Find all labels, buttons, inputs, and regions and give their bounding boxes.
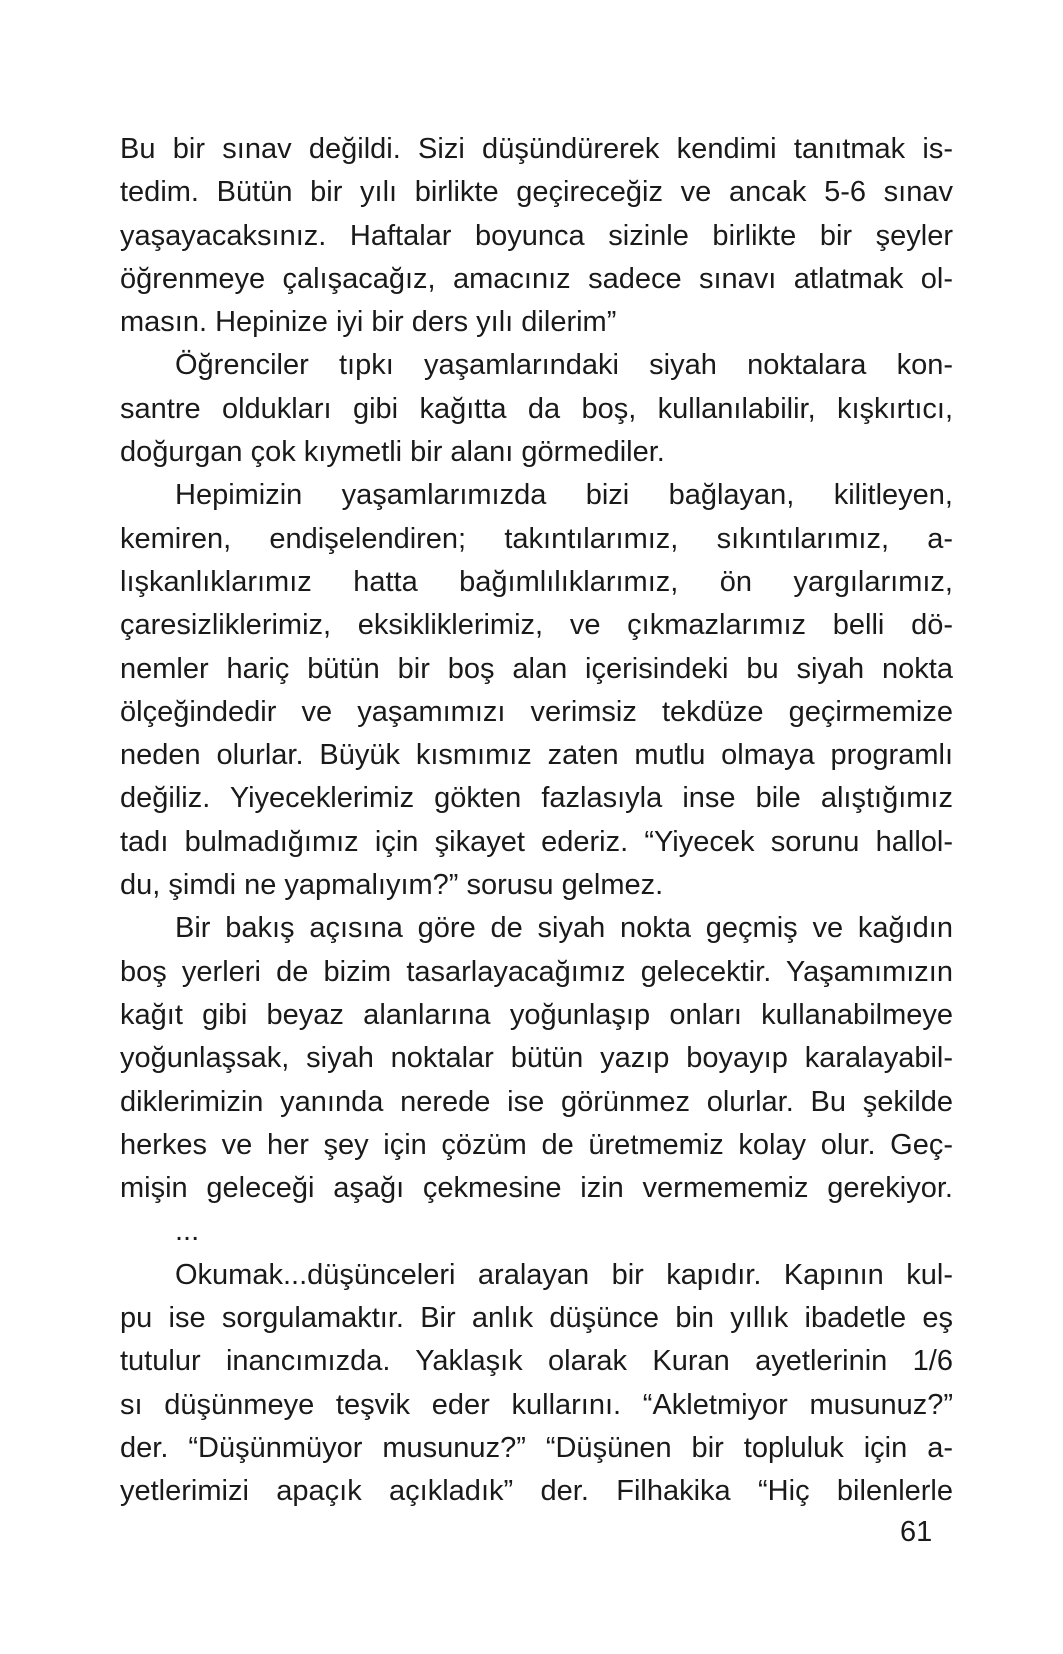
text-line: nemler hariç bütün bir boş alan içerisindeki bu siyah nokta xyxy=(120,652,953,685)
text-line: tadı bulmadığımız için şikayet ederiz. “Yiyecek sorunu hallol- xyxy=(120,825,953,858)
text-line: pu ise sorgulamaktır. Bir anlık düşünce bin yıllık ibadetle eş xyxy=(120,1302,953,1335)
text-line: doğurgan çok kıymetli bir alanı görmediler. xyxy=(120,436,665,469)
text-line: lışkanlıklarımız hatta bağımlılıklarımız, ön yargılarımız, xyxy=(120,565,953,598)
text-line: Bu bir sınav değildi. Sizi düşündürerek kendimi tanıtmak is- xyxy=(120,133,953,165)
text-line: yaşayacaksınız. Haftalar boyunca sizinle birlikte bir şeyler xyxy=(120,219,953,252)
text-line: boş yerleri de bizim tasarlayacağımız gelecektir. Yaşamımızın xyxy=(120,955,953,988)
text-line: tedim. Bütün bir yılı birlikte geçireceğiz ve ancak 5-6 sınav xyxy=(120,176,953,209)
text-line: Okumak...düşünceleri aralayan bir kapıdır. Kapının kul- xyxy=(175,1258,953,1291)
page-number: 61 xyxy=(900,1516,933,1548)
text-line: santre oldukları gibi kağıtta da boş, kullanılabilir, kışkırtıcı, xyxy=(120,392,953,425)
text-line: kemiren, endişelendiren; takıntılarımız, sıkıntılarımız, a- xyxy=(120,522,953,555)
text-line: masın. Hepinize iyi bir ders yılı dilerim” xyxy=(120,306,617,339)
text-line: sı düşünmeye teşvik eder kullarını. “Akletmiyor musunuz?” xyxy=(120,1388,953,1421)
text-line: neden olurlar. Büyük kısmımız zaten mutlu olmaya programlı xyxy=(120,739,953,772)
text-line: Bir bakış açısına göre de siyah nokta geçmiş ve kağıdın xyxy=(175,912,953,945)
text-line: yoğunlaşsak, siyah noktalar bütün yazıp boyayıp karalayabil- xyxy=(120,1042,953,1075)
text-line: kağıt gibi beyaz alanlarına yoğunlaşıp onları kullanabilmeye xyxy=(120,998,953,1031)
text-line: Hepimizin yaşamlarımızda bizi bağlayan, kilitleyen, xyxy=(175,479,953,512)
text-line: diklerimizin yanında nerede ise görünmez olurlar. Bu şekilde xyxy=(120,1085,953,1118)
text-line: du, şimdi ne yapmalıyım?” sorusu gelmez. xyxy=(120,869,664,902)
text-line: der. “Düşünmüyor musunuz?” “Düşünen bir topluluk için a- xyxy=(120,1431,953,1464)
text-line: herkes ve her şey için çözüm de üretmemiz kolay olur. Geç- xyxy=(120,1128,953,1161)
text-line: çaresizliklerimiz, eksikliklerimiz, ve çıkmazlarımız belli dö- xyxy=(120,609,953,642)
body-text xyxy=(120,128,953,1514)
text-line: ... xyxy=(175,1215,200,1248)
text-line: yetlerimizi apaçık açıkladık” der. Filhakika “Hiç bilenlerle xyxy=(120,1475,953,1508)
text-line: değiliz. Yiyeceklerimiz gökten fazlasıyla inse bile alıştığımız xyxy=(120,782,953,815)
text-line: tutulur inancımızda. Yaklaşık olarak Kuran ayetlerinin 1/6 xyxy=(120,1345,953,1378)
text-line: öğrenmeye çalışacağız, amacınız sadece sınavı atlatmak ol- xyxy=(120,262,953,295)
text-line: Öğrenciler tıpkı yaşamlarındaki siyah noktalara kon- xyxy=(175,349,953,382)
text-line: ölçeğindedir ve yaşamımızı verimsiz tekdüze geçirmemize xyxy=(120,695,953,728)
text-line: mişin geleceği aşağı çekmesine izin vermememiz gerekiyor. xyxy=(120,1172,953,1205)
